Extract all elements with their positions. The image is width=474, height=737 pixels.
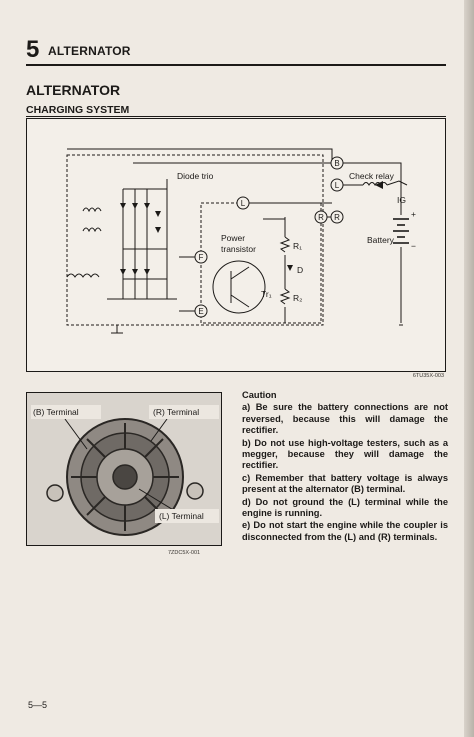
battery-symbol [393, 219, 409, 243]
header-rule [26, 64, 446, 66]
caution-item: b) Do not use high-voltage testers, such as a megger, because they will damage the rectifier. [242, 437, 448, 471]
photo-code: 7ZDC5X-001 [168, 550, 201, 556]
label-b-terminal: (B) Terminal [33, 407, 79, 417]
alternator-photo [26, 392, 222, 546]
label-minus: − [411, 241, 416, 251]
caution-item: e) Do not start the engine while the coupler is disconnected from the (L) and (R) terminals. [242, 520, 448, 542]
page-number: 5—5 [28, 700, 48, 710]
b-line [67, 149, 332, 163]
diodes [120, 181, 383, 275]
stator-coil-1 [83, 208, 101, 211]
regulator-box [198, 203, 321, 323]
label-d: D [297, 265, 304, 275]
chapter-title: ALTERNATOR [48, 44, 131, 58]
wiring-schematic [27, 119, 445, 371]
alternator-illustration [27, 393, 221, 545]
label-term-b: B [334, 159, 340, 168]
label-term-r-internal: R [318, 213, 324, 222]
relay-coil [363, 183, 387, 186]
label-battery: Battery [367, 235, 394, 245]
resistor-r2 [281, 289, 289, 304]
label-term-r: R [334, 213, 340, 222]
label-term-f: F [198, 253, 204, 262]
stator-coil-2 [83, 228, 101, 231]
diagram-code: 6TU35X-003 [412, 373, 444, 379]
label-term-l-internal: L [240, 199, 246, 208]
label-check-relay: Check relay [349, 171, 394, 181]
caution-block [242, 390, 448, 544]
label-ig: IG [397, 195, 406, 205]
label-power-2: transistor [221, 244, 256, 254]
label-tr1: Tr₁ [261, 289, 272, 299]
label-term-e: E [198, 307, 204, 316]
section-title: ALTERNATOR [26, 82, 121, 98]
label-r-terminal: (R) Terminal [153, 407, 200, 417]
subtitle-rule [26, 116, 446, 117]
section-subtitle: CHARGING SYSTEM [26, 104, 130, 116]
label-plus: + [411, 209, 416, 219]
ig-switch [387, 181, 407, 185]
power-transistor-symbol [213, 261, 265, 313]
caution-title: Caution [242, 390, 277, 400]
chapter-number: 5 [26, 36, 40, 63]
caution-item: c) Remember that battery voltage is always present at the alternator (B) terminal. [242, 472, 448, 495]
label-r1: R₁ [293, 241, 303, 251]
resistor-r1 [281, 237, 289, 252]
label-term-l: L [334, 181, 340, 190]
label-power-1: Power [221, 233, 246, 243]
check-relay-lamp [375, 181, 383, 189]
label-l-terminal: (L) Terminal [159, 511, 204, 521]
label-r2: R₂ [293, 293, 303, 303]
chapter-header [26, 36, 446, 64]
label-diode-trio: Diode trio [177, 171, 214, 181]
caution-item: d) Do not ground the (L) terminal while the engine is running. [242, 496, 448, 519]
field-coil [67, 274, 99, 277]
page-edge [464, 0, 474, 737]
charging-system-diagram [26, 118, 446, 372]
caution-item: a) Be sure the battery connections are not reversed, because this will damage the rectifier. [242, 402, 448, 436]
